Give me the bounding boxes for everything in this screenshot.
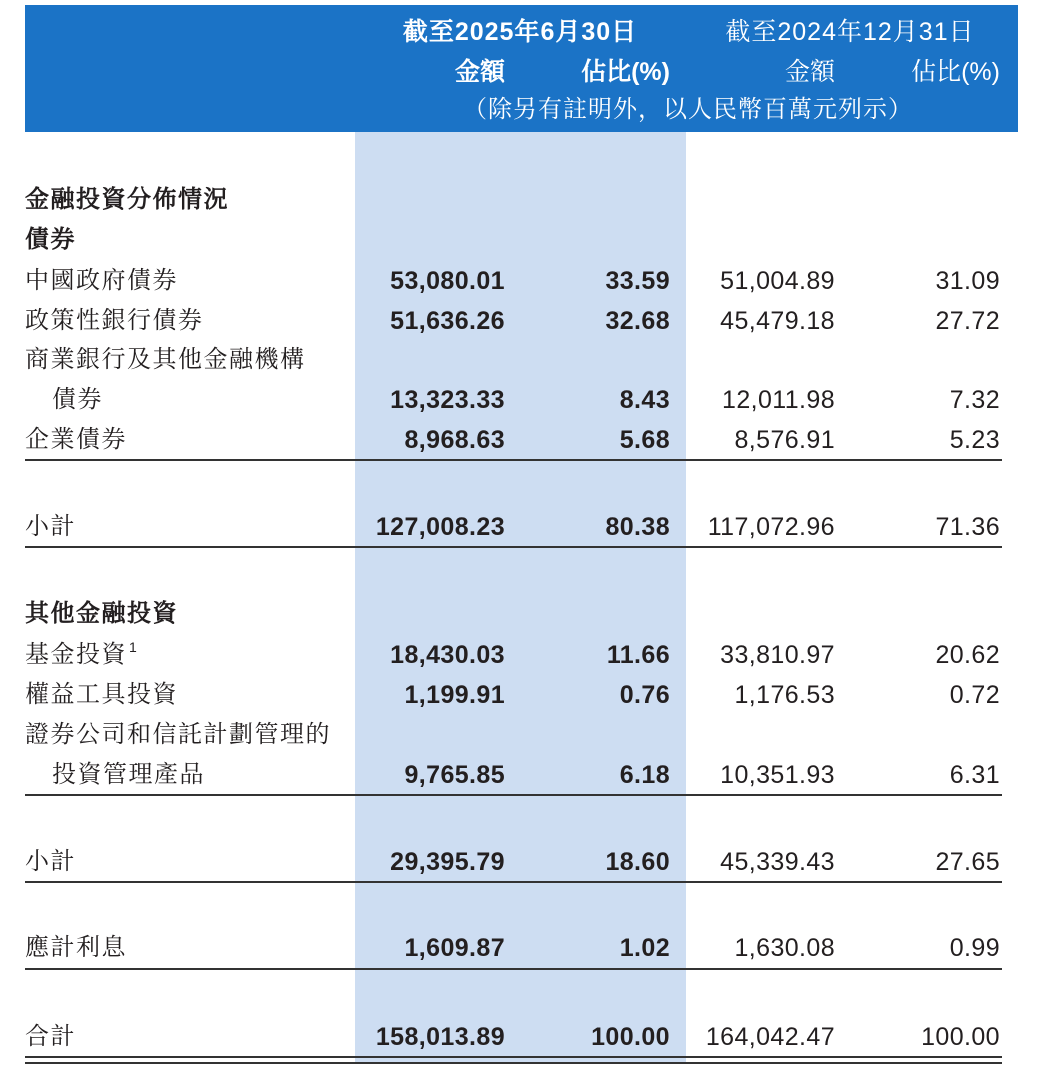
prior-amount-cell: 51,004.89	[720, 267, 835, 295]
current-amount-cell: 29,395.79	[390, 848, 505, 876]
table-row	[0, 301, 1040, 341]
double-rule-bottom	[25, 1062, 1002, 1064]
prior-amount-cell: 8,576.91	[734, 426, 835, 454]
row-label: 政策性銀行債券	[25, 307, 204, 334]
current-amount-cell: 1,609.87	[404, 934, 505, 962]
prior-share-cell: 5.23	[949, 426, 1000, 454]
row-label-text: 基金投資	[25, 641, 127, 668]
prior-share-cell: 7.32	[949, 386, 1000, 414]
row-label: 合計	[25, 1023, 76, 1050]
row-label	[25, 635, 137, 675]
row-divider	[25, 459, 1002, 461]
current-amount-cell: 9,765.85	[404, 761, 505, 789]
table-row	[0, 420, 1040, 460]
current-share-cell: 0.76	[619, 681, 670, 709]
row-label: 證券公司和信託計劃管理的	[25, 721, 331, 748]
prior-amount-cell: 45,479.18	[720, 307, 835, 335]
bonds-heading: 債券	[25, 226, 76, 253]
current-share-cell: 100.00	[591, 1023, 670, 1051]
current-share-cell: 6.18	[619, 761, 670, 789]
prior-amount-cell: 10,351.93	[720, 761, 835, 789]
current-amount-cell: 1,199.91	[404, 681, 505, 709]
current-share-cell: 32.68	[605, 307, 670, 335]
row-label-continuation: 債券	[52, 386, 103, 413]
double-rule-top	[25, 1056, 1002, 1058]
prior-share-cell: 6.31	[949, 761, 1000, 789]
table-row-label-line	[0, 715, 1040, 755]
current-share-cell: 18.60	[605, 848, 670, 876]
prior-amount-header: 金額	[784, 58, 835, 86]
unit-note-row	[0, 90, 1040, 130]
current-amount-cell: 158,013.89	[375, 1023, 505, 1051]
current-amount-header: 金額	[454, 58, 505, 86]
prior-amount-cell: 33,810.97	[720, 641, 835, 669]
period-header-row	[0, 12, 1040, 52]
prior-amount-cell: 117,072.96	[707, 513, 835, 541]
current-amount-cell: 51,636.26	[390, 307, 505, 335]
prior-share-cell: 0.99	[949, 934, 1000, 962]
current-amount-cell: 127,008.23	[375, 513, 505, 541]
table-row	[0, 380, 1040, 420]
table-row	[0, 755, 1040, 795]
footnote-marker: 1	[129, 639, 137, 655]
current-share-cell: 33.59	[605, 267, 670, 295]
row-label: 企業債券	[25, 426, 127, 453]
prior-share-cell: 31.09	[935, 267, 1000, 295]
period-current-heading: 截至2025年6月30日	[402, 18, 638, 46]
section-title: 金融投資分佈情況	[25, 186, 229, 213]
current-amount-cell: 18,430.03	[390, 641, 505, 669]
row-label: 商業銀行及其他金融機構	[25, 346, 306, 373]
current-share-cell: 1.02	[619, 934, 670, 962]
prior-amount-cell: 45,339.43	[720, 848, 835, 876]
other-investments-heading: 其他金融投資	[25, 600, 178, 627]
bonds-heading-row	[0, 220, 1040, 260]
section-title-row	[0, 180, 1040, 220]
row-label: 應計利息	[25, 934, 127, 961]
row-divider	[25, 546, 1002, 548]
prior-share-cell: 27.72	[935, 307, 1000, 335]
row-divider	[25, 968, 1002, 970]
prior-amount-cell: 164,042.47	[705, 1023, 835, 1051]
current-amount-cell: 13,323.33	[390, 386, 505, 414]
prior-share-cell: 0.72	[949, 681, 1000, 709]
total-row	[0, 1017, 1040, 1057]
unit-note: （除另有註明外，以人民幣百萬元列示）	[463, 96, 913, 123]
row-divider	[25, 794, 1002, 796]
prior-share-cell: 20.62	[935, 641, 1000, 669]
current-share-cell: 8.43	[619, 386, 670, 414]
current-share-cell: 5.68	[619, 426, 670, 454]
current-share-cell: 80.38	[605, 513, 670, 541]
current-amount-cell: 8,968.63	[404, 426, 505, 454]
prior-share-cell: 27.65	[935, 848, 1000, 876]
period-prior-heading: 截至2024年12月31日	[725, 18, 975, 46]
prior-share-header: 佔比(%)	[911, 58, 1000, 86]
row-label: 小計	[25, 513, 76, 540]
row-label: 權益工具投資	[25, 681, 178, 708]
accrued-interest-row	[0, 928, 1040, 968]
current-share-cell: 11.66	[606, 641, 670, 669]
table-row	[0, 675, 1040, 715]
column-header-row	[0, 52, 1040, 92]
subtotal-row	[0, 507, 1040, 547]
row-label: 中國政府債券	[25, 267, 178, 294]
prior-amount-cell: 1,630.08	[734, 934, 835, 962]
prior-share-cell: 100.00	[921, 1023, 1000, 1051]
row-divider	[25, 881, 1002, 883]
table-row-label-line	[0, 340, 1040, 380]
subtotal-row	[0, 842, 1040, 882]
row-label-continuation: 投資管理產品	[52, 761, 205, 788]
prior-amount-cell: 12,011.98	[722, 386, 835, 414]
table-row	[0, 635, 1040, 675]
prior-amount-cell: 1,176.53	[734, 681, 835, 709]
table-row	[0, 261, 1040, 301]
current-amount-cell: 53,080.01	[390, 267, 505, 295]
other-heading-row	[0, 594, 1040, 634]
current-share-header: 佔比(%)	[581, 58, 670, 86]
prior-share-cell: 71.36	[935, 513, 1000, 541]
row-label: 小計	[25, 848, 76, 875]
